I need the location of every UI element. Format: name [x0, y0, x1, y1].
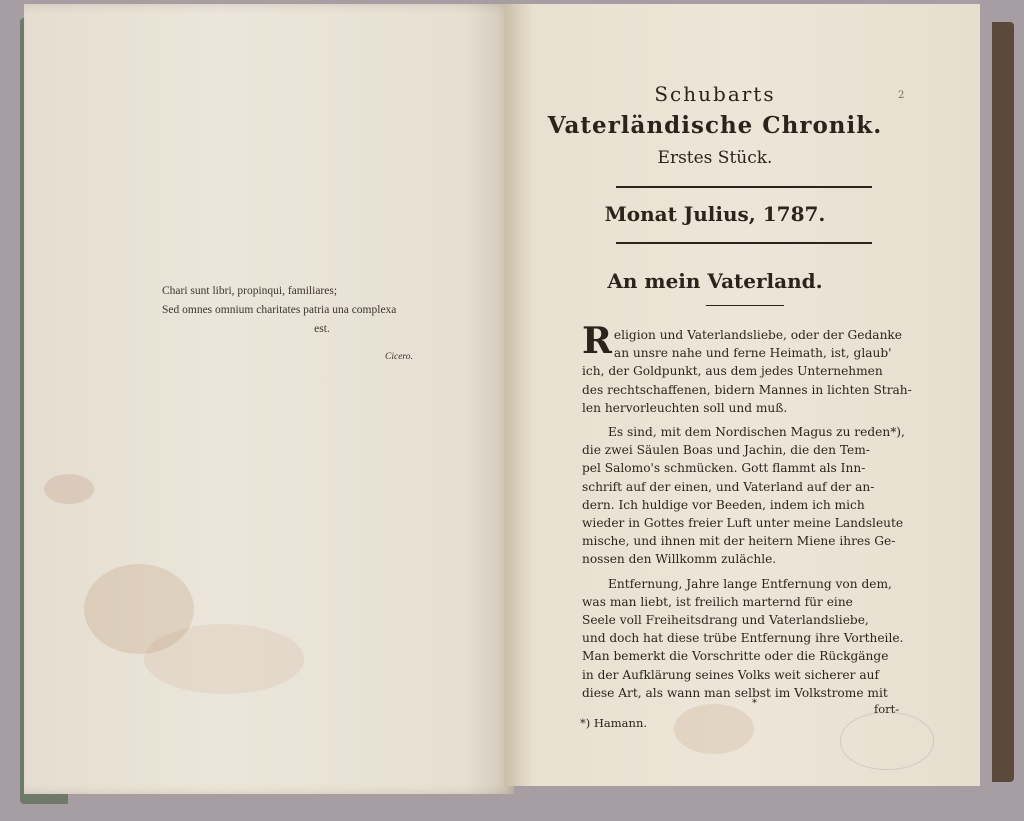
- para2-line: wieder in Gottes freier Luft unter meine Landsleute: [582, 516, 904, 531]
- signature-mark: *: [752, 698, 757, 709]
- library-stamp: [840, 712, 934, 770]
- para2-line: Es sind, mit dem Nordischen Magus zu reden*),: [608, 425, 905, 440]
- heading-underline: [706, 305, 784, 306]
- para3-line: Man bemerkt die Vorschritte oder die Rückgänge: [582, 649, 889, 664]
- drop-cap: R: [582, 320, 612, 362]
- para1-line: eligion und Vaterlandsliebe, oder der Gedanke: [613, 328, 903, 342]
- motto-author: Cicero.: [385, 352, 413, 362]
- page-number: 2: [898, 90, 905, 101]
- para2-line: die zwei Säulen Boas und Jachin, die den Tem-: [582, 443, 870, 458]
- footnote: *) Hamann.: [580, 716, 648, 730]
- title-line-3: Erstes Stück.: [657, 148, 773, 168]
- para3-line: und doch hat diese trübe Entfernung ihre Vortheile.: [582, 631, 904, 646]
- catchword: fort-: [874, 702, 900, 716]
- rule-bottom: [616, 242, 872, 244]
- para1-line: des rechtschaffenen, bidern Mannes in lichten Strah-: [582, 382, 912, 397]
- motto-line-3: est.: [314, 323, 330, 335]
- bleed-through-text: [130, 228, 450, 263]
- para1-line: ich, der Goldpunkt, aus dem jedes Unternehmen: [582, 364, 883, 379]
- para2-line: mische, und ihnen mit der heitern Miene ihres Ge-: [582, 534, 896, 549]
- motto-line-2: Sed omnes omnium charitates patria una complexa: [162, 304, 397, 316]
- section-heading: An mein Vaterland.: [607, 269, 823, 293]
- book-cover-right: [992, 22, 1014, 782]
- para2-line: nossen den Willkomm zulächle.: [582, 552, 777, 567]
- motto: [162, 282, 462, 362]
- rule-top: [616, 186, 872, 188]
- motto-line-1: Chari sunt libri, propinqui, familiares;: [162, 285, 338, 297]
- para2-line: pel Salomo's schmücken. Gott flammt als Inn-: [582, 461, 866, 476]
- para3-line: Seele voll Freiheitsdrang und Vaterlandsliebe,: [582, 613, 869, 628]
- para2-line: schrift auf der einen, und Vaterland auf der an-: [582, 479, 875, 494]
- para3-line: Entfernung, Jahre lange Entfernung von dem,: [608, 576, 892, 591]
- month-heading: Monat Julius, 1787.: [604, 202, 826, 226]
- para1-line: len hervorleuchten soll und muß.: [582, 400, 788, 415]
- para3-line: diese Art, als wann man selbst im Volkstrome mit: [582, 685, 888, 700]
- para1-line: an unsre nahe und ferne Heimath, ist, glaub': [613, 346, 892, 361]
- para2-line: dern. Ich huldige vor Beeden, indem ich mich: [582, 497, 865, 512]
- left-page: [24, 4, 514, 794]
- title-line-1: Schubarts: [654, 82, 776, 106]
- para3-line: in der Aufklärung seines Volks weit sicherer auf: [582, 667, 879, 682]
- para3-line: was man liebt, ist freilich marternd für eine: [582, 594, 853, 609]
- body-text: [582, 320, 914, 702]
- title-line-2: Vaterländische Chronik.: [547, 112, 883, 139]
